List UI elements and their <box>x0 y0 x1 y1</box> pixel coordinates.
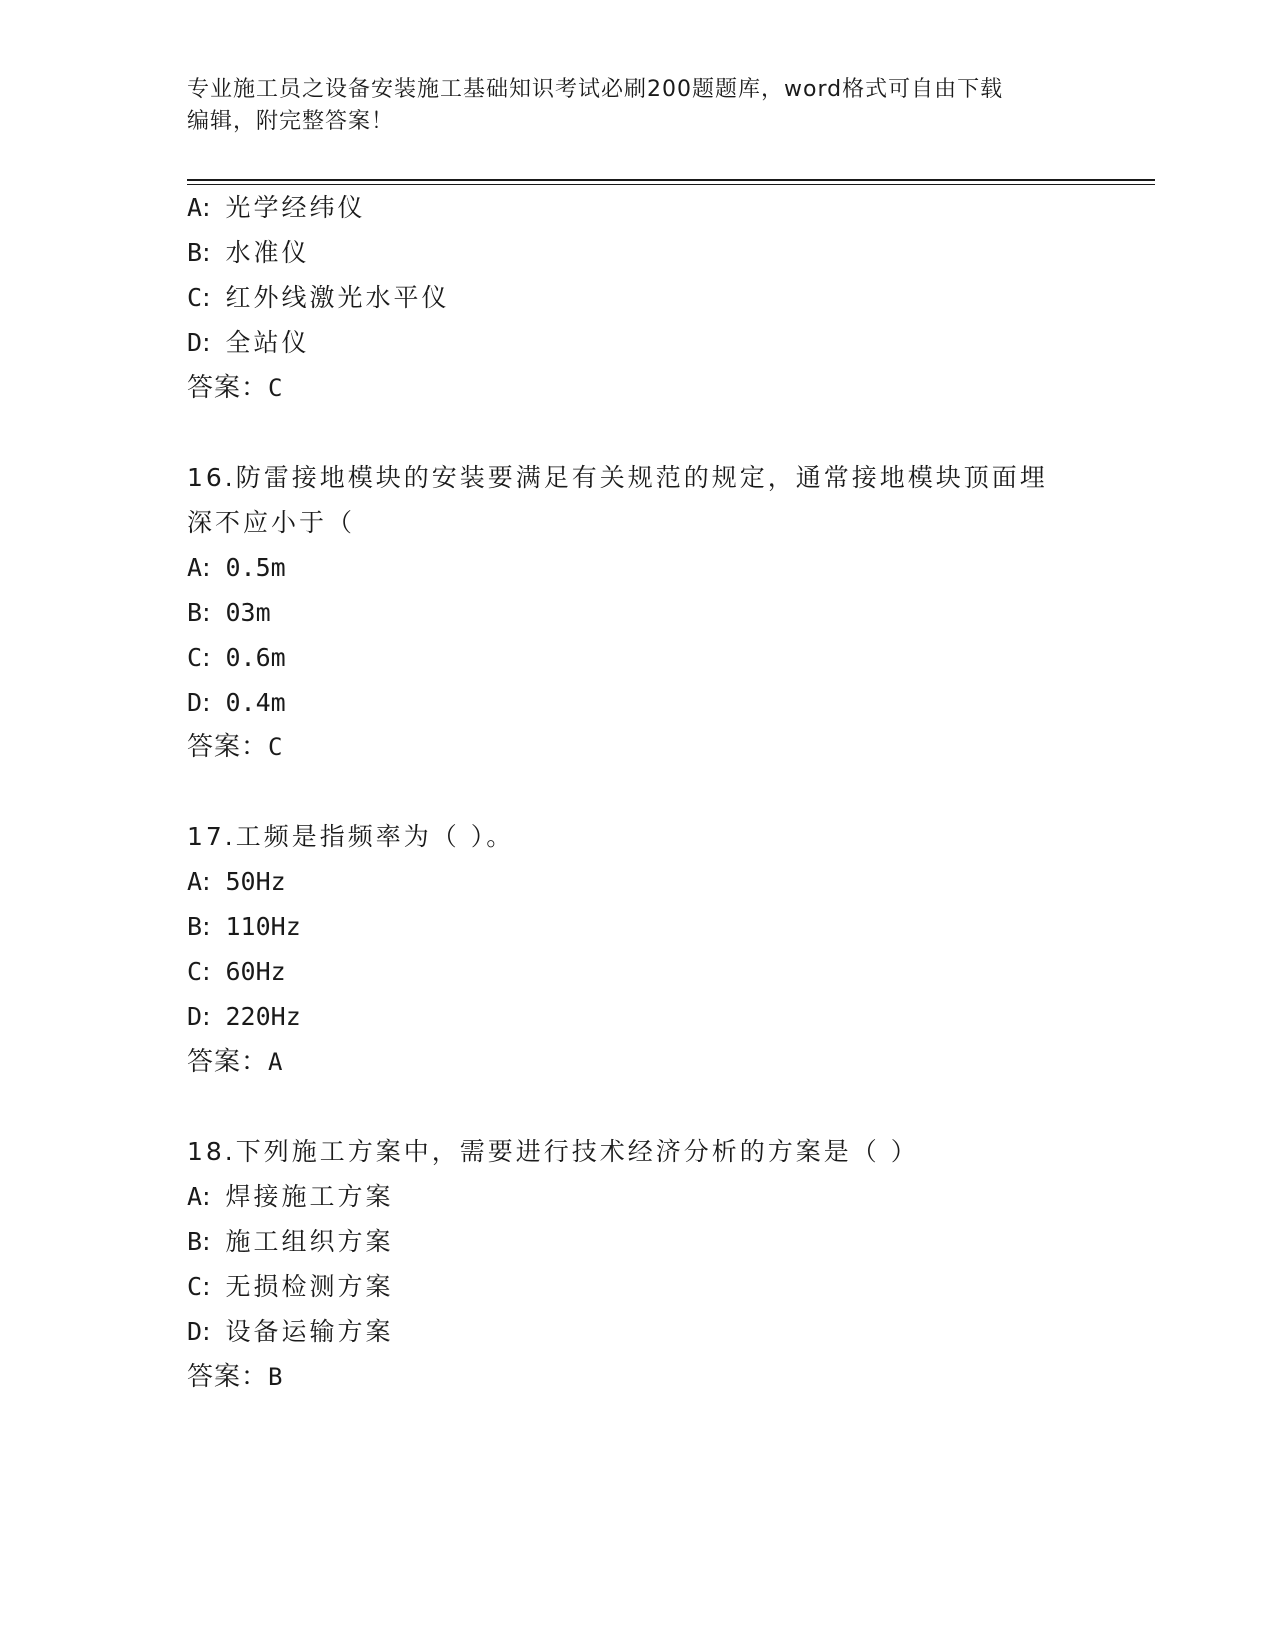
q18-stem-line-1: 18.下列施工方案中，需要进行技术经济分析的方案是（ ） <box>187 1137 919 1166</box>
q15-answer: 答案：C <box>187 373 284 403</box>
q16-stem-line-2: 深不应小于（ <box>187 508 356 537</box>
q16-option-c: C: 0.6m <box>187 643 286 672</box>
q15-option-a: A: 光学经纬仪 <box>187 193 366 222</box>
q17-option-a: A: 50Hz <box>187 867 286 896</box>
header-divider-thick <box>187 179 1155 181</box>
q16-option-d: D: 0.4m <box>187 688 286 717</box>
q17-answer: 答案：A <box>187 1047 284 1077</box>
q16-option-a: A: 0.5m <box>187 553 286 582</box>
q15-option-c: C: 红外线激光水平仪 <box>187 283 450 312</box>
q18-answer: 答案：B <box>187 1362 284 1392</box>
q18-option-b: B: 施工组织方案 <box>187 1227 394 1256</box>
header-divider-thin <box>187 184 1155 185</box>
q17-stem-line-1: 17.工频是指频率为（ ）。 <box>187 822 515 851</box>
q15-option-d: D: 全站仪 <box>187 328 310 357</box>
q18-option-a: A: 焊接施工方案 <box>187 1182 394 1211</box>
header-line-2: 编辑，附完整答案！ <box>187 109 395 134</box>
q15-option-b: B: 水准仪 <box>187 238 310 267</box>
document-header <box>187 74 1067 138</box>
q18-option-c: C: 无损检测方案 <box>187 1272 394 1301</box>
q17-option-c: C: 60Hz <box>187 957 286 986</box>
q16-option-b: B: 03m <box>187 598 271 627</box>
q17-option-d: D: 220Hz <box>187 1002 301 1031</box>
q16-stem-line-1: 16.防雷接地模块的安装要满足有关规范的规定，通常接地模块顶面埋 <box>187 463 1048 492</box>
q16-answer: 答案：C <box>187 732 284 762</box>
header-line-1: 专业施工员之设备安装施工基础知识考试必刷200题题库，word格式可自由下载 <box>187 77 1004 102</box>
q18-option-d: D: 设备运输方案 <box>187 1317 394 1346</box>
q17-option-b: B: 110Hz <box>187 912 301 941</box>
